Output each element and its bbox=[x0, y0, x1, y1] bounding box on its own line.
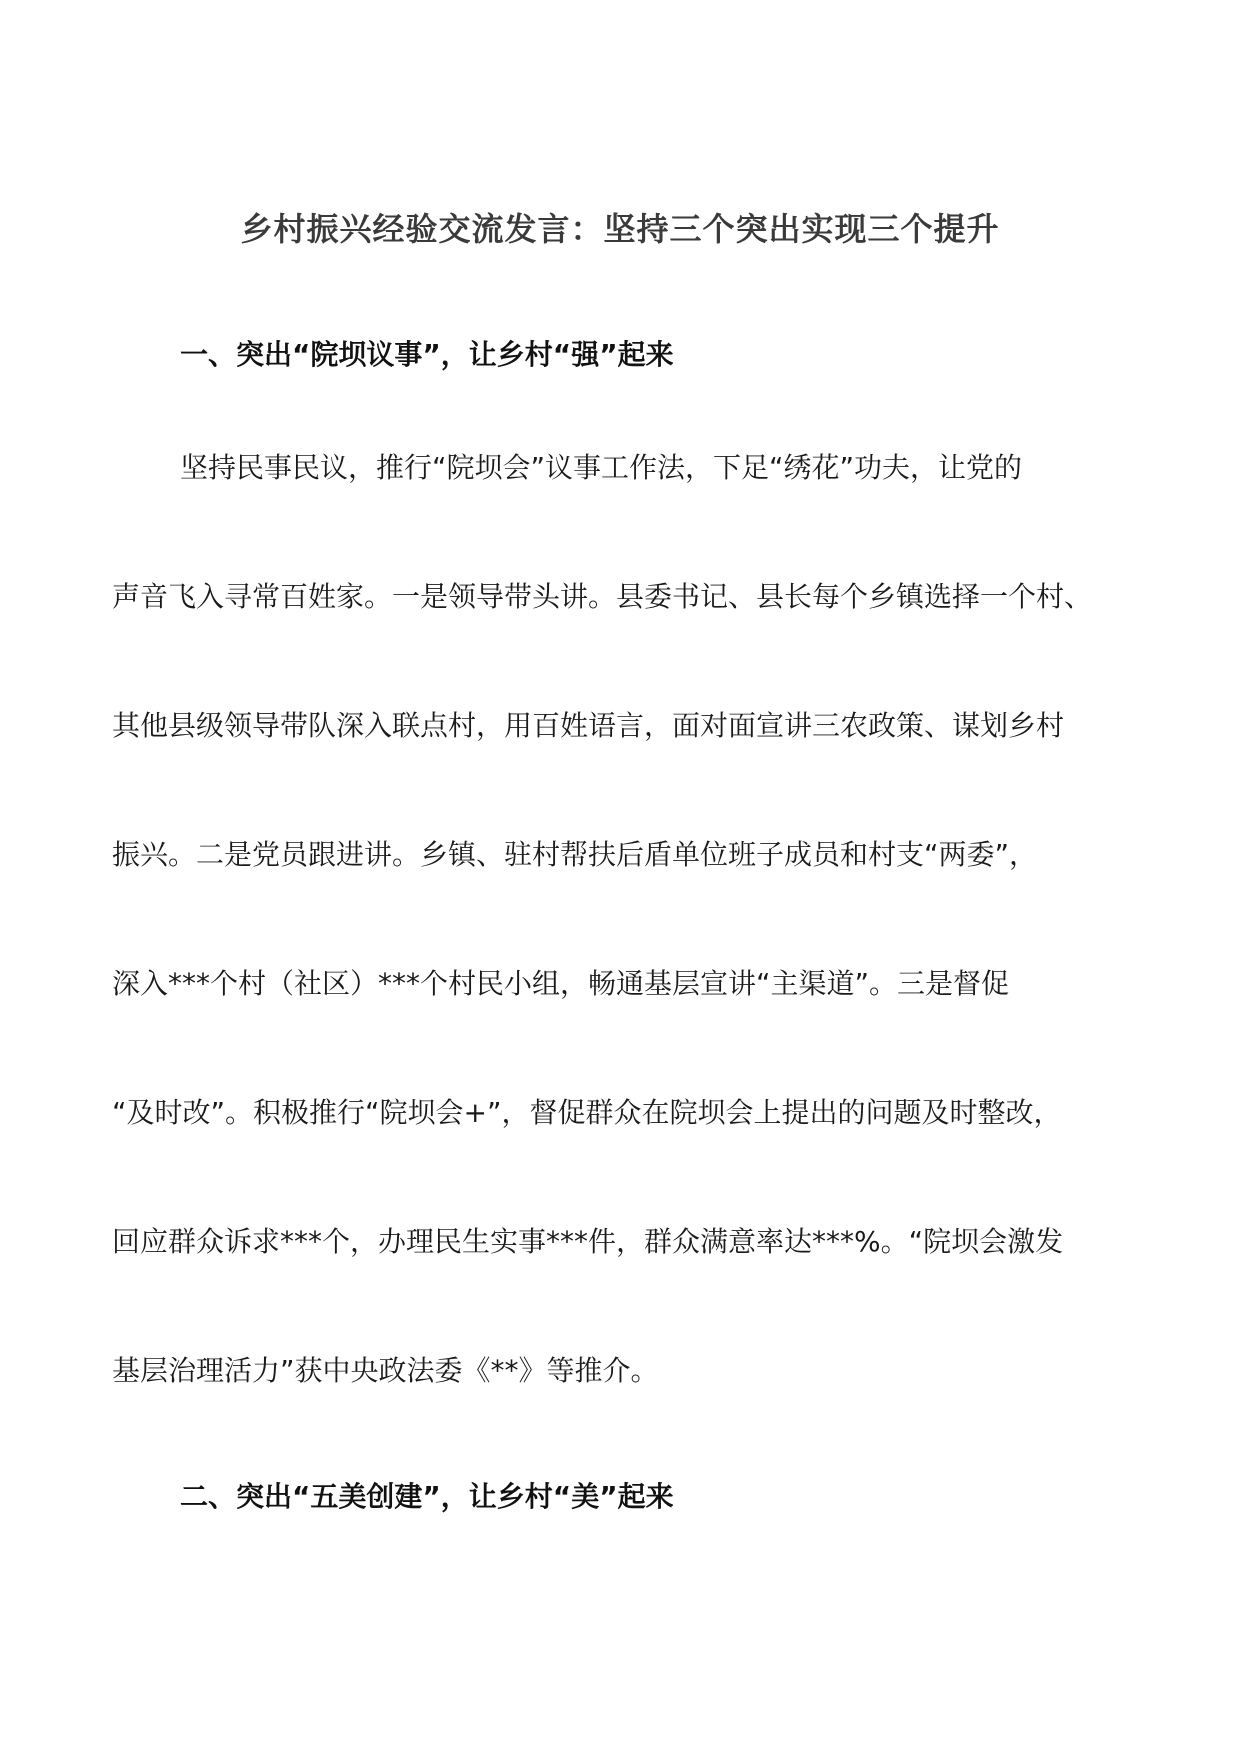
paragraph-line: “及时改”。积极推行“院坝会+”，督促群众在院坝会上提出的问题及时整改， bbox=[112, 1096, 1062, 1129]
paragraph-line: 振兴。二是党员跟进讲。乡镇、驻村帮扶后盾单位班子成员和村支“两委”， bbox=[112, 838, 1038, 871]
paragraph-line: 回应群众诉求***个，办理民生实事***件，群众满意率达***%。“院坝会激发 bbox=[112, 1225, 1064, 1258]
paragraph-line: 坚持民事民议，推行“院坝会”议事工作法，下足“绣花”功夫，让党的 bbox=[180, 451, 1023, 484]
section-heading-1: 一、突出“院坝议事”，让乡村“强”起来 bbox=[180, 338, 674, 371]
section-heading-2: 二、突出“五美创建”，让乡村“美”起来 bbox=[180, 1480, 674, 1513]
paragraph-line: 深入***个村（社区）***个村民小组，畅通基层宣讲“主渠道”。三是督促 bbox=[112, 967, 1010, 1000]
paragraph-line: 基层治理活力”获中央政法委《**》等推介。 bbox=[112, 1354, 659, 1387]
paragraph-line: 其他县级领导带队深入联点村，用百姓语言，面对面宣讲三农政策、谋划乡村 bbox=[112, 709, 1065, 742]
document-title: 乡村振兴经验交流发言：坚持三个突出实现三个提升 bbox=[240, 210, 1000, 248]
paragraph-line: 声音飞入寻常百姓家。一是领导带头讲。县委书记、县长每个乡镇选择一个村、 bbox=[112, 580, 1093, 613]
